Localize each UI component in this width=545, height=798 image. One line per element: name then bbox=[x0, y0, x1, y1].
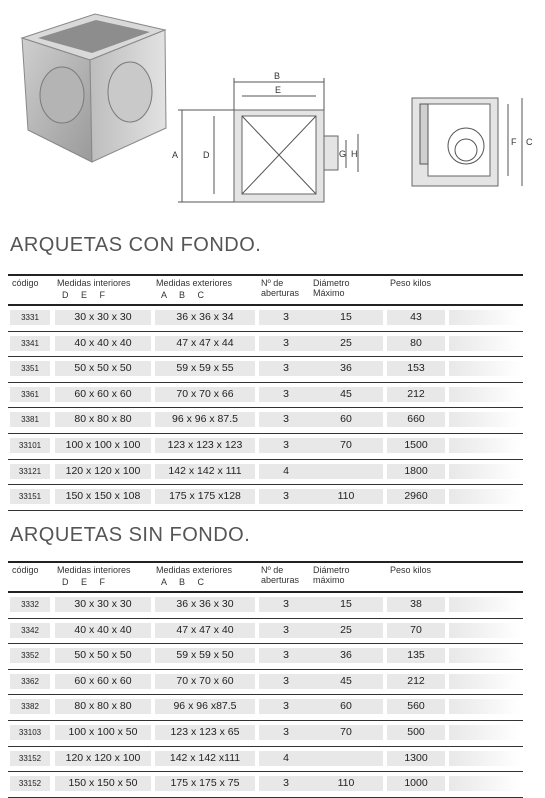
cell-openings: 3 bbox=[259, 489, 313, 504]
cell-interior: 150 x 150 x 50 bbox=[55, 776, 151, 791]
cell-exterior: 175 x 175 x 75 bbox=[155, 776, 255, 791]
table-row bbox=[8, 695, 523, 721]
header-exterior: Medidas exteriores bbox=[156, 565, 233, 575]
cell-spacer bbox=[449, 387, 521, 402]
cell-spacer bbox=[449, 776, 521, 791]
header-diameter bbox=[313, 278, 350, 298]
section-title-con-fondo: ARQUETAS CON FONDO. bbox=[10, 234, 262, 256]
cell-diameter bbox=[309, 464, 383, 479]
table-row bbox=[8, 593, 523, 619]
cell-openings: 3 bbox=[259, 336, 313, 351]
cell-openings: 3 bbox=[259, 412, 313, 427]
cell-diameter: 25 bbox=[309, 336, 383, 351]
cell-spacer bbox=[449, 674, 521, 689]
cell-code: 3361 bbox=[10, 387, 50, 402]
cell-weight: 135 bbox=[387, 648, 445, 663]
cell-interior: 50 x 50 x 50 bbox=[55, 648, 151, 663]
cell-interior: 120 x 120 x 100 bbox=[55, 464, 151, 479]
table-body bbox=[8, 593, 523, 798]
cell-openings: 3 bbox=[259, 597, 313, 612]
cell-openings: 3 bbox=[259, 699, 313, 714]
cell-exterior: 142 x 142 x111 bbox=[155, 751, 255, 766]
header-exterior-sub: A B C bbox=[161, 577, 205, 587]
header-weight: Peso kilos bbox=[390, 565, 432, 575]
cell-interior: 50 x 50 x 50 bbox=[55, 361, 151, 376]
cell-exterior: 70 x 70 x 60 bbox=[155, 674, 255, 689]
cell-diameter: 110 bbox=[309, 489, 383, 504]
cell-openings: 3 bbox=[259, 438, 313, 453]
cell-spacer bbox=[449, 725, 521, 740]
table-row bbox=[8, 332, 523, 358]
cell-code: 33151 bbox=[10, 489, 50, 504]
table-row bbox=[8, 619, 523, 645]
cell-exterior: 59 x 59 x 50 bbox=[155, 648, 255, 663]
cell-exterior: 96 x 96 x87.5 bbox=[155, 699, 255, 714]
cell-openings: 3 bbox=[259, 623, 313, 638]
cell-spacer bbox=[449, 438, 521, 453]
cell-exterior: 70 x 70 x 66 bbox=[155, 387, 255, 402]
cell-code: 3351 bbox=[10, 361, 50, 376]
dim-label-f: F bbox=[511, 137, 517, 147]
header-openings bbox=[261, 565, 299, 585]
cell-diameter: 15 bbox=[309, 310, 383, 325]
cell-spacer bbox=[449, 751, 521, 766]
cell-code: 33152 bbox=[10, 776, 50, 791]
front-view-drawing bbox=[178, 78, 358, 202]
cell-exterior: 36 x 36 x 34 bbox=[155, 310, 255, 325]
header-diameter-line1: Diámetro bbox=[313, 565, 350, 575]
cell-code: 33101 bbox=[10, 438, 50, 453]
arqueta-drawings bbox=[0, 0, 545, 225]
header-diameter-line1: Diámetro bbox=[313, 278, 350, 288]
cell-spacer bbox=[449, 412, 521, 427]
product-figures bbox=[0, 0, 545, 225]
table-row bbox=[8, 485, 523, 511]
cell-weight: 660 bbox=[387, 412, 445, 427]
cell-diameter: 110 bbox=[309, 776, 383, 791]
table-con-fondo bbox=[8, 274, 523, 511]
header-code: código bbox=[12, 565, 39, 575]
cell-openings: 4 bbox=[259, 751, 313, 766]
header-diameter bbox=[313, 565, 350, 585]
cell-weight: 38 bbox=[387, 597, 445, 612]
cell-openings: 4 bbox=[259, 464, 313, 479]
cell-spacer bbox=[449, 464, 521, 479]
cell-diameter: 70 bbox=[309, 438, 383, 453]
table-row bbox=[8, 747, 523, 773]
table-sin-fondo bbox=[8, 561, 523, 798]
header-openings-line1: Nº de bbox=[261, 565, 284, 575]
cell-weight: 560 bbox=[387, 699, 445, 714]
cell-interior: 40 x 40 x 40 bbox=[55, 336, 151, 351]
cell-diameter: 70 bbox=[309, 725, 383, 740]
cell-diameter: 36 bbox=[309, 361, 383, 376]
cell-diameter: 15 bbox=[309, 597, 383, 612]
cell-exterior: 123 x 123 x 123 bbox=[155, 438, 255, 453]
cell-weight: 1000 bbox=[387, 776, 445, 791]
cell-weight: 80 bbox=[387, 336, 445, 351]
header-exterior-sub: A B C bbox=[161, 290, 205, 300]
cell-spacer bbox=[449, 310, 521, 325]
header-diameter-line2: máximo bbox=[313, 575, 345, 585]
cell-interior: 100 x 100 x 50 bbox=[55, 725, 151, 740]
cell-exterior: 142 x 142 x 111 bbox=[155, 464, 255, 479]
cell-interior: 100 x 100 x 100 bbox=[55, 438, 151, 453]
cell-diameter: 45 bbox=[309, 387, 383, 402]
cell-interior: 30 x 30 x 30 bbox=[55, 310, 151, 325]
header-code: código bbox=[12, 278, 39, 288]
header-interior-sub: D E F bbox=[62, 577, 106, 587]
dim-label-c: C bbox=[526, 137, 533, 147]
table-row bbox=[8, 306, 523, 332]
cell-exterior: 47 x 47 x 44 bbox=[155, 336, 255, 351]
cell-interior: 60 x 60 x 60 bbox=[55, 387, 151, 402]
cell-spacer bbox=[449, 489, 521, 504]
cell-openings: 3 bbox=[259, 725, 313, 740]
table-row bbox=[8, 460, 523, 486]
cell-code: 3341 bbox=[10, 336, 50, 351]
cell-openings: 3 bbox=[259, 387, 313, 402]
cell-interior: 120 x 120 x 100 bbox=[55, 751, 151, 766]
cell-weight: 43 bbox=[387, 310, 445, 325]
cell-spacer bbox=[449, 648, 521, 663]
cell-openings: 3 bbox=[259, 310, 313, 325]
header-openings bbox=[261, 278, 299, 298]
cell-code: 3331 bbox=[10, 310, 50, 325]
dim-label-e: E bbox=[275, 85, 282, 95]
table-row bbox=[8, 772, 523, 798]
cell-exterior: 36 x 36 x 30 bbox=[155, 597, 255, 612]
cell-code: 3342 bbox=[10, 623, 50, 638]
header-openings-line2: aberturas bbox=[261, 575, 300, 585]
cell-openings: 3 bbox=[259, 648, 313, 663]
table-row bbox=[8, 670, 523, 696]
cell-weight: 2960 bbox=[387, 489, 445, 504]
header-diameter-line2: Máximo bbox=[313, 288, 345, 298]
table-body bbox=[8, 306, 523, 511]
table-row bbox=[8, 644, 523, 670]
header-interior: Medidas interiores bbox=[57, 565, 131, 575]
cell-diameter: 36 bbox=[309, 648, 383, 663]
cell-code: 3352 bbox=[10, 648, 50, 663]
cell-diameter: 45 bbox=[309, 674, 383, 689]
section-title-sin-fondo: ARQUETAS SIN FONDO. bbox=[10, 524, 251, 546]
table-header bbox=[8, 274, 523, 306]
cell-code: 3332 bbox=[10, 597, 50, 612]
header-interior: Medidas interiores bbox=[57, 278, 131, 288]
dim-label-b: B bbox=[274, 71, 281, 81]
header-openings-line1: Nº de bbox=[261, 278, 284, 288]
cell-interior: 150 x 150 x 108 bbox=[55, 489, 151, 504]
cell-weight: 1500 bbox=[387, 438, 445, 453]
cell-interior: 60 x 60 x 60 bbox=[55, 674, 151, 689]
header-weight: Peso kilos bbox=[390, 278, 432, 288]
header-exterior: Medidas exteriores bbox=[156, 278, 233, 288]
cell-spacer bbox=[449, 361, 521, 376]
cell-spacer bbox=[449, 623, 521, 638]
cell-exterior: 59 x 59 x 55 bbox=[155, 361, 255, 376]
arqueta-photo bbox=[22, 14, 166, 162]
table-row bbox=[8, 357, 523, 383]
cell-openings: 3 bbox=[259, 674, 313, 689]
cell-weight: 70 bbox=[387, 623, 445, 638]
cell-diameter bbox=[309, 751, 383, 766]
side-view-drawing bbox=[412, 98, 522, 186]
table-row bbox=[8, 408, 523, 434]
dim-label-h: H bbox=[351, 149, 358, 159]
table-header bbox=[8, 561, 523, 593]
cell-exterior: 175 x 175 x128 bbox=[155, 489, 255, 504]
cell-spacer bbox=[449, 699, 521, 714]
cell-code: 3382 bbox=[10, 699, 50, 714]
cell-interior: 80 x 80 x 80 bbox=[55, 699, 151, 714]
dim-label-d: D bbox=[203, 150, 210, 160]
dim-label-g: G bbox=[339, 149, 347, 159]
cell-weight: 212 bbox=[387, 674, 445, 689]
dim-label-a: A bbox=[172, 150, 179, 160]
cell-weight: 1300 bbox=[387, 751, 445, 766]
cell-openings: 3 bbox=[259, 776, 313, 791]
cell-diameter: 60 bbox=[309, 699, 383, 714]
cell-weight: 212 bbox=[387, 387, 445, 402]
cell-exterior: 47 x 47 x 40 bbox=[155, 623, 255, 638]
cell-exterior: 123 x 123 x 65 bbox=[155, 725, 255, 740]
cell-code: 33152 bbox=[10, 751, 50, 766]
cell-diameter: 60 bbox=[309, 412, 383, 427]
cell-code: 3381 bbox=[10, 412, 50, 427]
cell-interior: 30 x 30 x 30 bbox=[55, 597, 151, 612]
cell-code: 3362 bbox=[10, 674, 50, 689]
cell-interior: 80 x 80 x 80 bbox=[55, 412, 151, 427]
table-row bbox=[8, 721, 523, 747]
cell-interior: 40 x 40 x 40 bbox=[55, 623, 151, 638]
header-openings-line2: aberturas bbox=[261, 288, 300, 298]
table-row bbox=[8, 434, 523, 460]
header-interior-sub: D E F bbox=[62, 290, 106, 300]
cell-spacer bbox=[449, 336, 521, 351]
cell-openings: 3 bbox=[259, 361, 313, 376]
cell-spacer bbox=[449, 597, 521, 612]
cell-diameter: 25 bbox=[309, 623, 383, 638]
cell-code: 33103 bbox=[10, 725, 50, 740]
cell-code: 33121 bbox=[10, 464, 50, 479]
cell-weight: 500 bbox=[387, 725, 445, 740]
table-row bbox=[8, 383, 523, 409]
cell-weight: 1800 bbox=[387, 464, 445, 479]
cell-exterior: 96 x 96 x 87.5 bbox=[155, 412, 255, 427]
cell-weight: 153 bbox=[387, 361, 445, 376]
